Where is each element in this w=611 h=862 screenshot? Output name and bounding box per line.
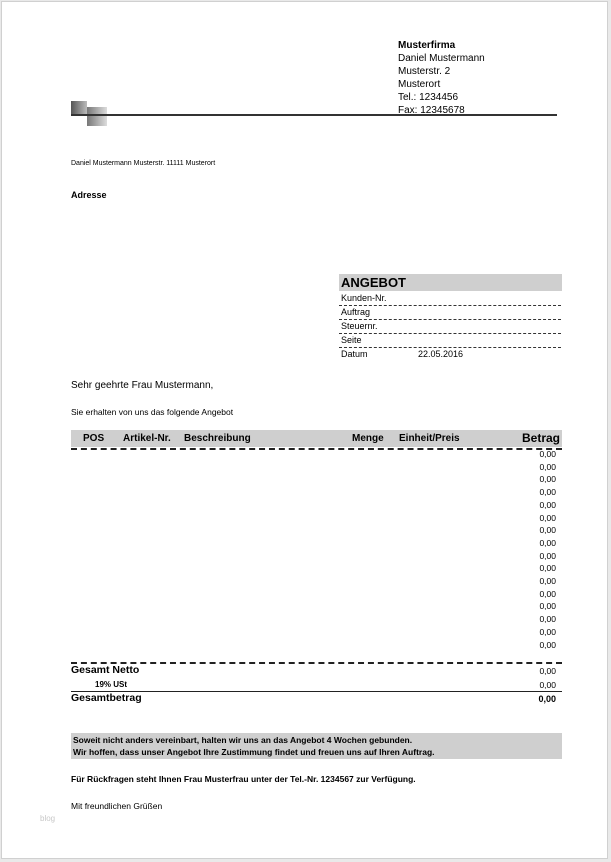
amount-cell: 0,00 <box>539 537 556 548</box>
th-einheit: Einheit/Preis <box>399 433 460 444</box>
ust-label: 19% USt <box>95 680 128 689</box>
amount-cell: 0,00 <box>539 474 556 485</box>
table-header-divider <box>71 448 562 450</box>
company-line: Fax: 12345678 <box>398 105 465 116</box>
meta-value-date: 22.05.2016 <box>418 349 464 359</box>
company-name: Musterfirma <box>398 40 456 51</box>
gesamt-label: Gesamtbetrag <box>71 692 142 704</box>
amount-cell: 0,00 <box>539 639 556 650</box>
table-header <box>71 430 562 447</box>
header-divider <box>71 114 557 116</box>
amount-cell: 0,00 <box>539 461 556 472</box>
address-label: Adresse <box>71 190 107 200</box>
th-beschreibung: Beschreibung <box>184 433 251 444</box>
netto-divider <box>71 662 562 664</box>
amount-cell: 0,00 <box>539 487 556 498</box>
notice-line: Soweit nicht anders vereinbart, halten wir uns an das Angebot 4 Wochen gebunden. <box>73 735 413 745</box>
meta-label: Seite <box>341 335 362 345</box>
meta-row-datum <box>339 348 561 362</box>
th-pos: POS <box>83 433 105 444</box>
meta-label: Auftrag <box>341 307 371 317</box>
greeting: Sehr geehrte Frau Mustermann, <box>71 380 214 391</box>
meta-row-seite <box>339 334 561 348</box>
intro-text: Sie erhalten von uns das folgende Angebot <box>71 407 234 417</box>
amount-cell: 0,00 <box>539 550 556 561</box>
amount-cell: 0,00 <box>539 601 556 612</box>
meta-row-auftrag <box>339 306 561 320</box>
company-line: Daniel Mustermann <box>398 53 485 64</box>
company-block <box>398 39 485 117</box>
gesamt-value: 0,00 <box>538 694 556 704</box>
ust-value: 0,00 <box>539 680 556 690</box>
meta-label: Datum <box>341 349 368 359</box>
document-page <box>1 1 608 859</box>
th-betrag: Betrag <box>521 431 560 445</box>
meta-row-steuernr <box>339 320 561 334</box>
offer-title: ANGEBOT <box>339 274 562 291</box>
logo-graphic-shadow <box>87 107 107 126</box>
company-line: Musterstr. 2 <box>398 66 451 77</box>
closing: Mit freundlichen Grüßen <box>71 801 163 811</box>
company-line: Tel.: 1234456 <box>398 92 459 103</box>
meta-label: Steuernr. <box>341 321 378 331</box>
sender-line: Daniel Mustermann Musterstr. 11111 Musterort <box>71 160 216 167</box>
th-menge: Menge <box>352 433 384 444</box>
th-artikel: Artikel-Nr. <box>123 433 171 444</box>
notice-box <box>71 733 562 759</box>
amount-cell: 0,00 <box>539 614 556 625</box>
amount-cell: 0,00 <box>539 626 556 637</box>
amount-cell: 0,00 <box>539 588 556 599</box>
total-divider <box>71 691 562 692</box>
amount-cell: 0,00 <box>539 499 556 510</box>
notice-line: Wir hoffen, dass unser Angebot Ihre Zustimmung findet und freuen uns auf Ihren Auftrag. <box>73 747 435 757</box>
amount-cell: 0,00 <box>539 512 556 523</box>
amount-cell: 0,00 <box>539 449 556 459</box>
meta-row-kundennr <box>339 292 561 306</box>
amount-cell: 0,00 <box>539 525 556 536</box>
amount-cell: 0,00 <box>539 563 556 574</box>
watermark: blog <box>40 814 56 823</box>
company-line: Musterort <box>398 79 441 90</box>
amount-cell: 0,00 <box>539 576 556 586</box>
logo-graphic <box>71 101 87 115</box>
contact-note: Für Rückfragen steht Ihnen Frau Musterfrau unter der Tel.-Nr. 1234567 zur Verfügung. <box>71 774 416 784</box>
netto-label: Gesamt Netto <box>71 664 140 676</box>
netto-value: 0,00 <box>539 666 556 676</box>
meta-label: Kunden-Nr. <box>341 293 387 303</box>
